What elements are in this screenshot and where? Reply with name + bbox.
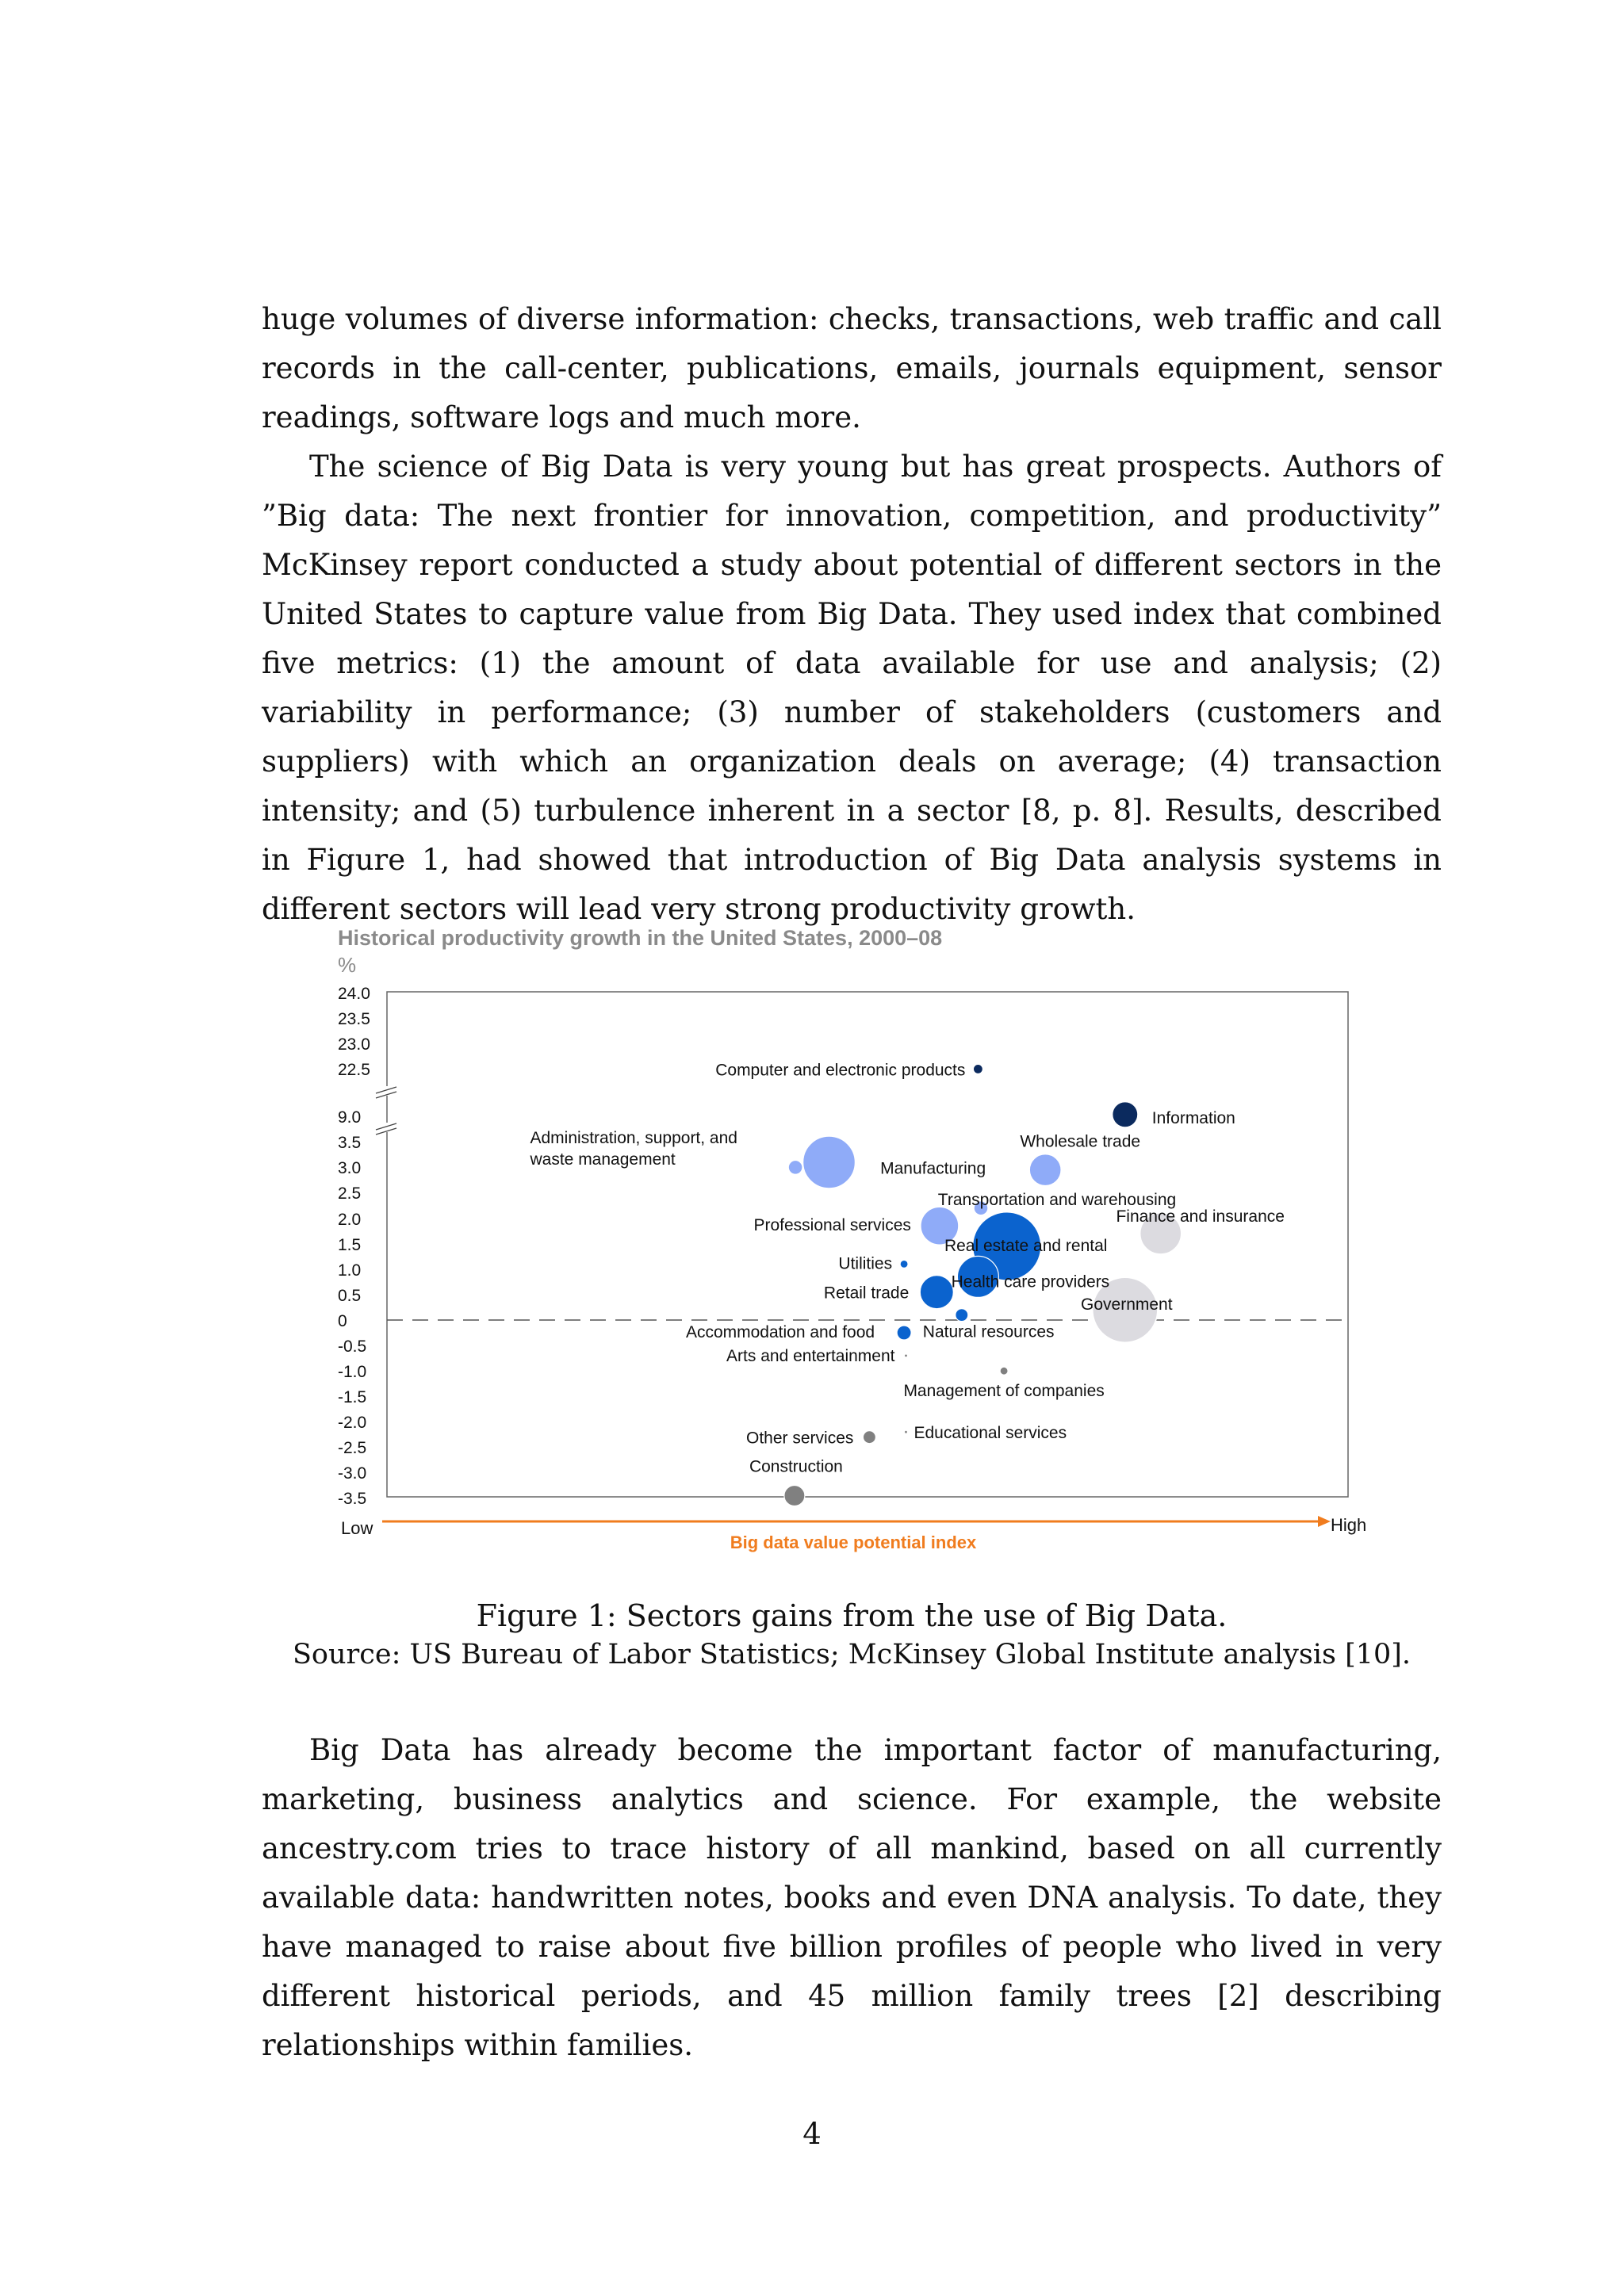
bubble-label-line: Management of companies <box>903 1382 1105 1401</box>
bubble-label <box>753 1216 910 1234</box>
bubble-label <box>838 1254 892 1272</box>
bubble-label <box>824 1284 909 1303</box>
x-high-label: High <box>1331 1515 1367 1535</box>
y-axis <box>338 985 370 1508</box>
bubble-label <box>1081 1295 1173 1314</box>
bubble-label-line: waste management <box>530 1150 676 1169</box>
bubble-point <box>1000 1367 1008 1375</box>
bubble-label <box>1020 1133 1140 1151</box>
bubble-point <box>973 1064 982 1073</box>
bubble-label-line: Real estate and rental <box>944 1236 1108 1255</box>
bubble-label-line: Information <box>1151 1108 1235 1127</box>
bubble-label-line: Transportation and warehousing <box>937 1190 1177 1209</box>
chart-title: Historical productivity growth in the United States, 2000–08 <box>338 926 943 950</box>
bubble-label-line: Accommodation and food <box>685 1323 875 1341</box>
x-axis-arrow-head <box>1318 1516 1331 1527</box>
body-text-top <box>262 295 1442 934</box>
y-tick-label: 9.0 <box>338 1108 362 1127</box>
y-tick-label: -1.5 <box>338 1388 367 1406</box>
bubble-label-line: Arts and entertainment <box>726 1346 895 1365</box>
bubble-label <box>952 1272 1110 1291</box>
bubble-point <box>803 1136 856 1188</box>
bubble-point <box>905 1430 908 1433</box>
bubble-label-line: Government <box>1081 1295 1173 1314</box>
figure-chart <box>325 920 1380 1570</box>
bubble-label <box>726 1347 895 1365</box>
bubble-label-line: Finance and insurance <box>1116 1207 1285 1226</box>
bubble-label-line: Other services <box>746 1429 854 1448</box>
y-tick-label: 1.5 <box>338 1236 362 1254</box>
bubble-point <box>863 1431 875 1444</box>
y-tick-label: 22.5 <box>338 1061 370 1079</box>
bubble-label-line: Utilities <box>838 1254 893 1273</box>
bubble-label <box>1116 1207 1284 1226</box>
x-axis-title: Big data value potential index <box>730 1533 977 1552</box>
y-tick-label: -1.0 <box>338 1363 367 1381</box>
paragraph: huge volumes of diverse information: checks, transactions, web traffic and call records in the call-center, publications, emails, journals equipment, sensor readings, software logs and much more. <box>262 302 1442 434</box>
bubble-point <box>1113 1102 1138 1127</box>
bubble-label <box>749 1458 843 1476</box>
x-low-label: Low <box>341 1518 373 1538</box>
y-tick-label: 3.0 <box>338 1159 362 1177</box>
figure-caption: Figure 1: Sectors gains from the use of Big Data. <box>476 1598 1228 1633</box>
bubble-label-line: Computer and electronic products <box>715 1061 966 1080</box>
y-tick-label: -0.5 <box>338 1337 367 1356</box>
bubble-point <box>897 1326 911 1340</box>
y-tick-label: -3.0 <box>338 1464 367 1483</box>
bubble-label-line: Construction <box>749 1457 843 1476</box>
paragraph: Big Data has already become the important factor of manufacturing, marketing, business analytics and science. For example, the website ancestry.com tries to trace history of all mankind, based on all currently available data: handwritten notes, books and even DNA analysis. To date, they have managed to raise about five billion profiles of people who lived in very different historical periods, and 45 million family trees [2] describing relationships within families. <box>262 1733 1442 2062</box>
bubble-point <box>920 1276 953 1309</box>
bubble-label-line: Educational services <box>914 1424 1067 1443</box>
paragraph: The science of Big Data is very young but has great prospects. Authors of ”Big data: The next frontier for innovation, competition, and productivity” McKinsey report conducted a study about potential of different sectors in the United States to capture value from Big Data. They used index that combined five metrics: (1) the amount of data available for use and analysis; (2) variability in performance; (3) number of stakeholders (customers and suppliers) with which an organization deals on average; (4) transaction intensity; and (5) turbulence inherent in a sector [8, p. 8]. Results, described in Figure 1, had showed that introduction of Big Data analysis systems in different sectors will lead very strong productivity growth. <box>262 450 1442 926</box>
bubble-label <box>944 1237 1107 1255</box>
bubble-point <box>788 1160 802 1174</box>
bubble-label <box>914 1424 1067 1442</box>
bubble-point <box>1029 1154 1061 1186</box>
y-tick-label: 24.0 <box>338 985 370 1003</box>
bubble-label <box>746 1429 853 1448</box>
bubble-label <box>715 1061 965 1079</box>
y-tick-label: 2.0 <box>338 1211 362 1229</box>
bubble-point <box>784 1486 805 1506</box>
y-tick-label: 0 <box>338 1312 347 1330</box>
bubble-label <box>880 1159 986 1177</box>
y-tick-label: -2.5 <box>338 1439 367 1457</box>
bubble-label-line: Manufacturing <box>880 1159 986 1178</box>
bubble-label <box>903 1382 1104 1400</box>
bubble-label <box>923 1323 1055 1341</box>
bubble-label-line: Professional services <box>753 1216 911 1235</box>
y-tick-label: 23.0 <box>338 1035 370 1054</box>
y-tick-label: 2.5 <box>338 1184 362 1203</box>
bubble-point <box>900 1260 908 1268</box>
y-tick-label: 1.0 <box>338 1261 362 1280</box>
bubble-point <box>956 1309 968 1322</box>
bubble-label <box>1152 1109 1235 1127</box>
bubble-chart <box>325 920 1380 1570</box>
y-tick-label: 3.5 <box>338 1134 362 1152</box>
y-axis-unit: % <box>338 953 357 977</box>
bubble-label-line: Administration, support, and <box>530 1129 737 1147</box>
bubble-label-line: Natural resources <box>922 1322 1055 1341</box>
figure-source: Source: US Bureau of Labor Statistics; McKinsey Global Institute analysis [10]. <box>292 1639 1411 1670</box>
page-number: 4 <box>802 2117 822 2151</box>
bubble-label-line: Retail trade <box>823 1284 910 1303</box>
y-tick-label: 23.5 <box>338 1010 370 1028</box>
bubble-label-line: Wholesale trade <box>1020 1132 1141 1151</box>
bubble-label <box>686 1323 875 1341</box>
body-text-bottom <box>262 1726 1442 2070</box>
y-tick-label: -3.5 <box>338 1490 367 1508</box>
bubble-label-line: Health care providers <box>951 1272 1110 1292</box>
y-tick-label: -2.0 <box>338 1414 367 1432</box>
y-tick-label: 0.5 <box>338 1287 362 1305</box>
bubble-point <box>905 1354 908 1357</box>
bubble-label <box>938 1191 1176 1209</box>
